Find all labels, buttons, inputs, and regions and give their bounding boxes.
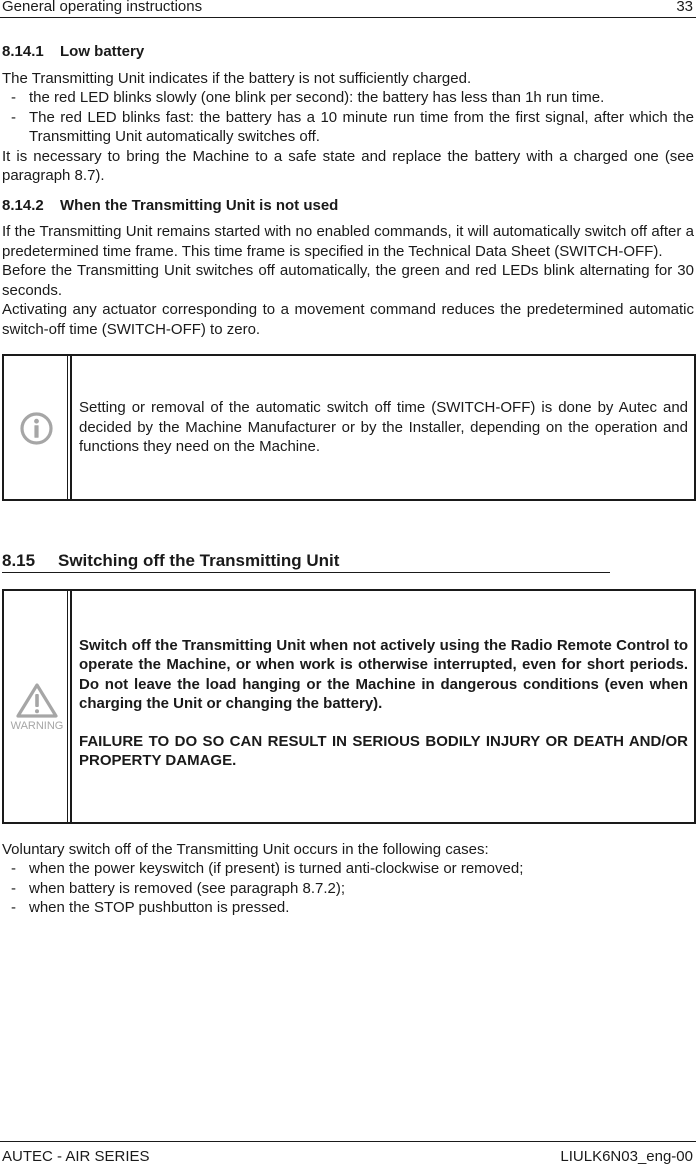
dash-list <box>2 859 694 918</box>
section-heading-not-used <box>2 196 694 216</box>
warning-box <box>2 589 696 824</box>
section-title: Low battery <box>60 43 145 60</box>
section-title: When the Transmitting Unit is not used <box>60 196 339 214</box>
page-header <box>0 0 696 18</box>
warning-text: Switch off the Transmitting Unit when not actively using the Radio Remote Control to operate the Machine, or when work is otherwise interrupted, even for short periods. Do not leave the load hanging or the Machine in dangerous conditions (even when charging the Unit or changing the battery). <box>79 636 688 712</box>
paragraph: Before the Transmitting Unit switches off automatically, the green and red LEDs blink alternating for 30 seconds. <box>2 262 694 299</box>
warning-icon-cell <box>4 591 72 822</box>
paragraph: Voluntary switch off of the Transmitting Unit occurs in the following cases: <box>2 840 489 858</box>
paragraph: It is necessary to bring the Machine to a safe state and replace the battery with a charged one (see paragraph 8.7). <box>2 147 694 184</box>
page-content <box>0 42 696 918</box>
section-number: 8.14.2 <box>2 196 44 214</box>
paragraph: The Transmitting Unit indicates if the battery is not sufficiently charged. <box>2 69 472 87</box>
section-number: 8.15 <box>2 551 36 570</box>
page-footer <box>0 1141 696 1167</box>
info-note-box <box>2 354 696 501</box>
section-number: 8.14.1 <box>2 43 44 60</box>
section-title: Switching off the Transmitting Unit <box>58 551 340 570</box>
list-item: - The red LED blinks fast: the battery has a 10 minute run time from the first signal, after which the Transmitting Unit automatically switches off. <box>2 108 694 147</box>
note-text-cell <box>72 356 694 499</box>
warning-text-cell <box>72 591 694 822</box>
paragraph: If the Transmitting Unit remains started with no enabled commands, it will automatically switch off after a predetermined time frame. This time frame is specified in the Technical Data Sheet (SWITCH-OFF). <box>2 223 694 260</box>
note-icon-cell <box>4 356 72 499</box>
info-icon <box>20 412 53 445</box>
dash-list <box>2 88 694 147</box>
list-item: - the red LED blinks slowly (one blink per second): the battery has less than 1h run time. <box>2 88 694 108</box>
paragraph: Activating any actuator corresponding to a movement command reduces the predetermined automatic switch-off time (SWITCH-OFF) to zero. <box>2 301 694 338</box>
footer-product-series: AUTEC - AIR SERIES <box>2 1148 150 1165</box>
warning-icon <box>6 682 68 732</box>
note-text: Setting or removal of the automatic switch off time (SWITCH-OFF) is done by Autec and decided by the Machine Manufacturer or by the Installer, depending on the operation and functions they need on the Machine. <box>79 399 688 456</box>
list-item: - when the power keyswitch (if present) is turned anti-clockwise or removed; <box>2 859 694 879</box>
list-item: - when the STOP pushbutton is pressed. <box>2 898 694 918</box>
warning-consequence-text: FAILURE TO DO SO CAN RESULT IN SERIOUS BODILY INJURY OR DEATH AND/OR PROPERTY DAMAGE. <box>79 732 688 769</box>
header-page-number: 33 <box>676 0 693 15</box>
section-heading-low-battery <box>2 42 694 62</box>
header-chapter-title: General operating instructions <box>2 0 203 15</box>
footer-document-code: LIULK6N03_eng-00 <box>560 1148 693 1165</box>
list-item: - when battery is removed (see paragraph 8.7.2); <box>2 879 694 899</box>
svg-text:WARNING: WARNING <box>10 719 64 732</box>
section-heading-switching-off <box>2 551 610 573</box>
